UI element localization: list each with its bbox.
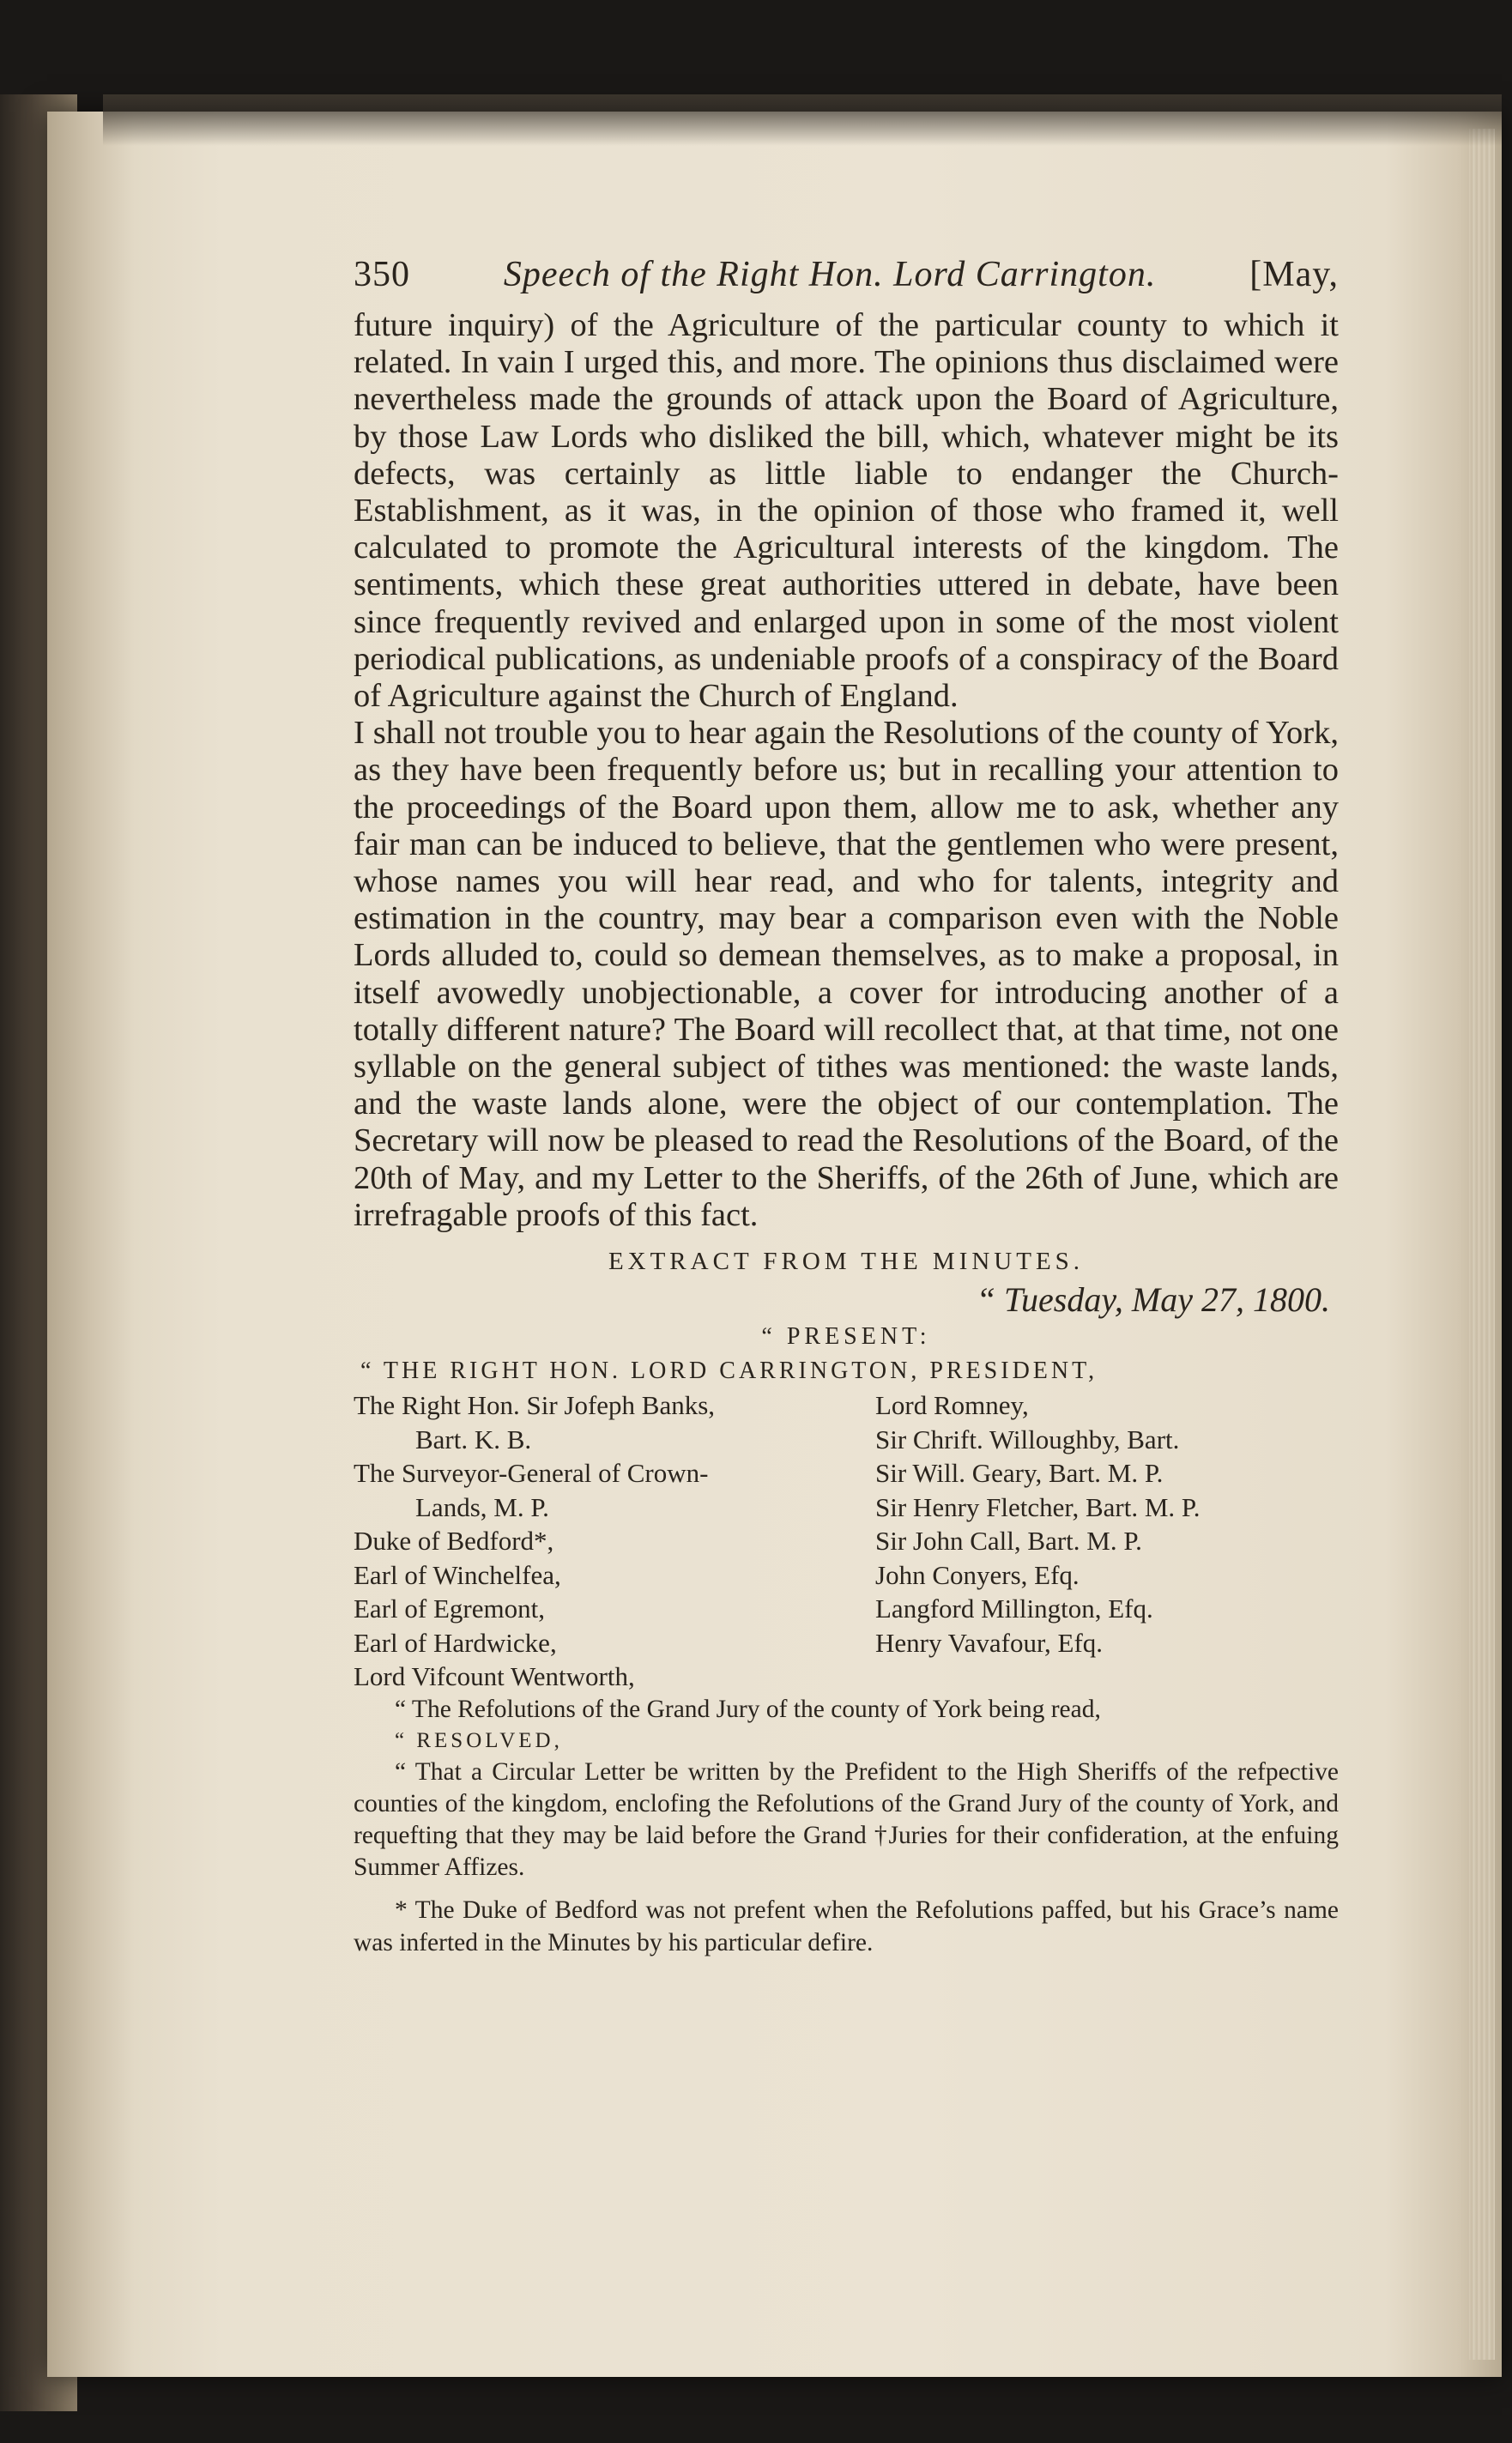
attendee-entry: Lord Vifcount Wentworth, [354,1661,635,1692]
attendee-entry: The Right Hon. Sir Jofeph Banks, Bart. K. B. [354,1390,716,1454]
attendee-entry: Sir Will. Geary, Bart. M. P. [875,1458,1164,1489]
resolutions-read-line: “ The Refolutions of the Grand Jury of the county of York being read, [395,1695,1101,1723]
attendee-entry: Earl of Winchelfea, [354,1559,561,1590]
attendee-entry: Earl of Egremont, [354,1593,545,1624]
page-text [354,254,1339,1984]
footnote: * The Duke of Bedford was not prefent when the Refolutions paffed, but his Grace’s name was inferted in the Minutes by his particular defire. [354,1896,1339,1956]
resolution-text: “ That a Circular Letter be written by the Prefident to the High Sheriffs of the refpective counties of the kingdom, enclofing the Refolutions of the Grand Jury of the county of York, and requefting that they may be laid before the Grand †Juries for their confideration, at the enfuing Summer Affizes. [354,1757,1339,1881]
present-heading: “ PRESENT: [761,1323,931,1351]
running-title: Speech of the Right Hon. Lord Carrington. [503,255,1157,294]
attendee-entry: Henry Vavafour, Efq. [875,1627,1104,1658]
attendee-entry: John Conyers, Efq. [875,1559,1080,1590]
attendee-list [354,1388,1339,1694]
minutes-date: “ Tuesday, May 27, 1800. [976,1280,1330,1320]
body-paragraph-2: I shall not trouble you to hear again the Resolutions of the county of York, as they have been frequently before us; but in recalling your attention to the proceedings of the Board upon them, allow me to ask, whether any fair man can be induced to believe, that the gentlemen who were present, whose names you will hear read, and who for talents, integrity and estimation in the country, may bear a comparison even with the Noble Lords alluded to, could so demean themselves, as to make a proposal, in itself avowedly unobjectionable, a cover for introducing another of a totally different nature? The Board will recollect that, at that time, not one syllable on the general subject of tithes was mentioned: the waste lands, and the waste lands alone, were the object of our contemplation. The Secretary will now be pleased to read the Resolutions of the Board, of the 20th of May, and my Letter to the Sheriffs, of the 26th of June, which are irrefragable proofs of this fact. [354,715,1339,1233]
attendee-entry: Earl of Hardwicke, [354,1627,557,1658]
resolved-heading: “ RESOLVED, [395,1728,563,1752]
attendee-entry: The Surveyor-General of Crown- Lands, M. P. [354,1458,709,1522]
running-month: [May, [1249,255,1339,294]
page-stack-edge [1469,129,1495,2360]
president-line: “ THE RIGHT HON. LORD CARRINGTON, PRESIDENT, [360,1358,1098,1385]
attendee-entry: Lord Romney, [875,1390,1029,1421]
attendee-entry: Langford Millington, Efq. [875,1593,1153,1624]
page-number: 350 [354,255,410,294]
page-top-shadow [103,94,1502,146]
body-paragraph-1: future inquiry) of the Agriculture of the particular county to which it related. In vain I urged this, and more. The opinions thus disclaimed were nevertheless made the grounds of attack upon the Board of Agriculture, by those Law Lords who disliked the bill, which, whatever might be its defects, was certainly as little liable to endanger the Church-Establishment, as it was, in the opinion of those who framed it, well calculated to promote the Agricultural interests of the kingdom. The sentiments, which these great authorities uttered in debate, have been since frequently revived and enlarged upon in some of the most violent periodical publications, as undeniable proofs of a conspiracy of the Board of Agriculture against the Church of England. [354,307,1339,715]
attendee-entry: Sir Chrift. Willoughby, Bart. [875,1424,1180,1454]
extract-heading: EXTRACT FROM THE MINUTES. [608,1248,1085,1276]
running-head [354,254,1339,295]
attendee-column-left [354,1388,834,1694]
attendee-column-right [875,1388,1339,1694]
attendee-entry: Sir John Call, Bart. M. P. [875,1526,1142,1557]
attendee-entry: Sir Henry Fletcher, Bart. M. P. [875,1491,1201,1522]
attendee-entry: Duke of Bedford*, [354,1526,554,1557]
